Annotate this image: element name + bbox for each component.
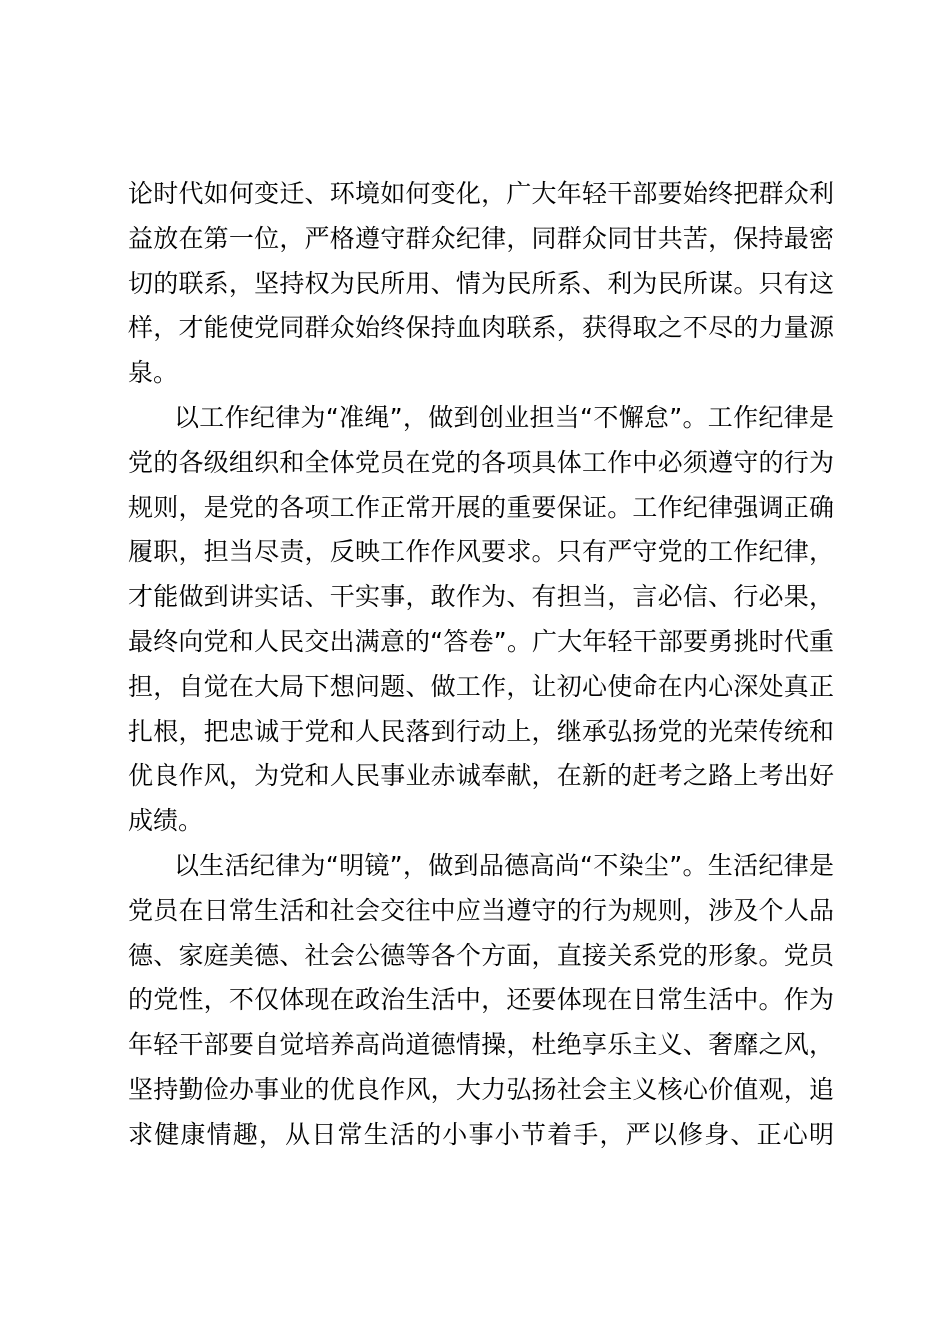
text-line: 论时代如何变迁、环境如何变化，广大年轻干部要始终把群众利 bbox=[128, 179, 834, 208]
text-line: 德、家庭美德、社会公德等各个方面，直接关系党的形象。党员 bbox=[128, 940, 834, 970]
text-line: 的党性，不仅体现在政治生活中，还要体现在日常生活中。作为 bbox=[128, 985, 834, 1015]
text-line: 规则，是党的各项工作正常开展的重要保证。工作纪律强调正确 bbox=[128, 492, 834, 522]
text-line: 扎根，把忠诚于党和人民落到行动上，继承弘扬党的光荣传统和 bbox=[128, 716, 834, 746]
text-line: 成绩。 bbox=[128, 806, 204, 836]
text-line: 坚持勤俭办事业的优良作风，大力弘扬社会主义核心价值观，追 bbox=[128, 1074, 834, 1104]
text-line: 最终向党和人民交出满意的“答卷”。广大年轻干部要勇挑时代重 bbox=[128, 626, 834, 656]
text-line: 泉。 bbox=[128, 358, 179, 388]
text-line: 切的联系，坚持权为民所用、情为民所系、利为民所谋。只有这 bbox=[128, 268, 834, 298]
document-page bbox=[128, 172, 834, 1158]
paragraph-3 bbox=[128, 844, 834, 1158]
text-line: 优良作风，为党和人民事业赤诚奉献，在新的赶考之路上考出好 bbox=[128, 761, 834, 791]
text-line: 样，才能使党同群众始终保持血肉联系，获得取之不尽的力量源 bbox=[128, 313, 834, 343]
text-line: 益放在第一位，严格遵守群众纪律，同群众同甘共苦，保持最密 bbox=[128, 223, 834, 253]
text-line: 以工作纪律为“准绳”，做到创业担当“不懈怠”。工作纪律是 bbox=[174, 402, 834, 432]
text-line: 担，自觉在大局下想问题、做工作，让初心使命在内心深处真正 bbox=[128, 671, 834, 701]
text-line: 才能做到讲实话、干实事，敢作为、有担当，言必信、行必果， bbox=[128, 582, 834, 612]
text-line: 年轻干部要自觉培养高尚道德情操，杜绝享乐主义、奢靡之风， bbox=[128, 1030, 834, 1060]
text-line: 党员在日常生活和社会交往中应当遵守的行为规则，涉及个人品 bbox=[128, 895, 834, 925]
text-line: 求健康情趣，从日常生活的小事小节着手，严以修身、正心明 bbox=[128, 1119, 834, 1149]
paragraph-2 bbox=[128, 396, 834, 844]
text-line: 以生活纪律为“明镜”，做到品德高尚“不染尘”。生活纪律是 bbox=[174, 850, 834, 880]
text-line: 履职，担当尽责，反映工作作风要求。只有严守党的工作纪律， bbox=[128, 537, 834, 567]
text-line: 党的各级组织和全体党员在党的各项具体工作中必须遵守的行为 bbox=[128, 447, 834, 477]
paragraph-1 bbox=[128, 172, 834, 396]
